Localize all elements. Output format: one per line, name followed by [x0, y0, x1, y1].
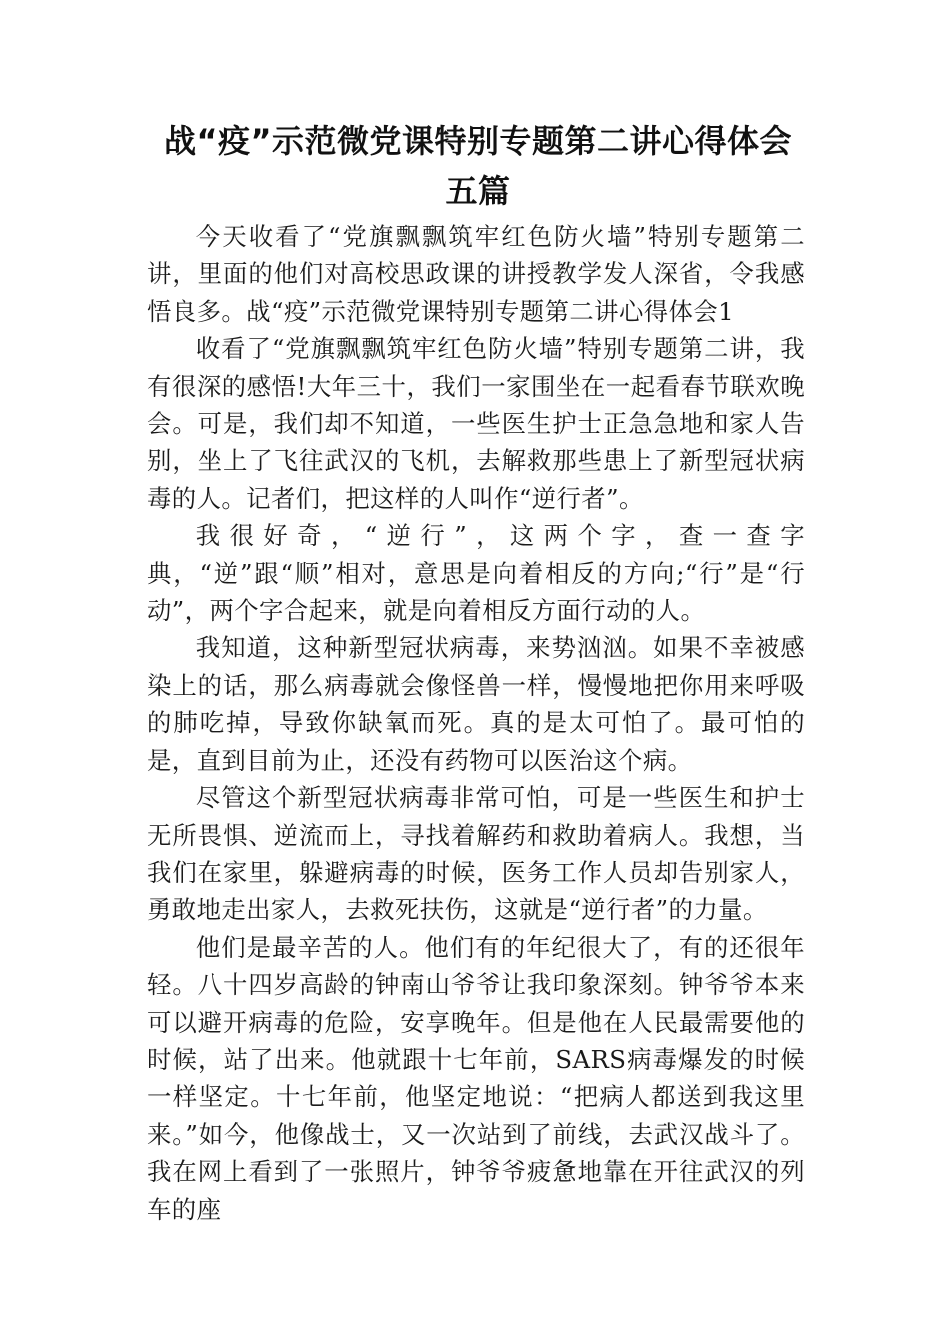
document-title: 战“疫”示范微党课特别专题第二讲心得体会五篇 [163, 122, 793, 210]
paragraph-3: 我很好奇，“逆行”，这两个字，查一查字典，“逆”跟“顺”相对，意思是向着相反的方向;“行”是“行动”，两个字合起来，就是向着相反方面行动的人。 [147, 521, 805, 626]
document-body [147, 218, 805, 1228]
paragraph-4: 我知道，这种新型冠状病毒，来势汹汹。如果不幸被感染上的话，那么病毒就会像怪兽一样，慢慢地把你用来呼吸的肺吃掉，导致你缺氧而死。真的是太可怕了。最可怕的是，直到目前为止，还没有药物可以医治这个病。 [147, 633, 805, 775]
paragraph-5: 尽管这个新型冠状病毒非常可怕，可是一些医生和护士无所畏惧、逆流而上，寻找着解药和救助着病人。我想，当我们在家里，躲避病毒的时候，医务工作人员却告别家人，勇敢地走出家人，去救死扶伤，这就是“逆行者”的力量。 [147, 783, 805, 925]
paragraph-6: 他们是最辛苦的人。他们有的年纪很大了，有的还很年轻。八十四岁高龄的钟南山爷爷让我印象深刻。钟爷爷本来可以避开病毒的危险，安享晚年。但是他在人民最需要他的时候，站了出来。他就跟十七年前，SARS病毒爆发的时候一样坚定。十七年前，他坚定地说：“把病人都送到我这里来。”如今，他像战士，又一次站到了前线，去武汉战斗了。我在网上看到了一张照片，钟爷爷疲惫地靠在开往武汉的列车的座 [147, 932, 805, 1224]
paragraph-2: 收看了“党旗飘飘筑牢红色防火墙”特别专题第二讲，我有很深的感悟!大年三十，我们一家围坐在一起看春节联欢晚会。可是，我们却不知道，一些医生护士正急急地和家人告别，坐上了飞往武汉的飞机，去解救那些患上了新型冠状病毒的人。记者们，把这样的人叫作“逆行者”。 [147, 334, 805, 513]
paragraph-1: 今天收看了“党旗飘飘筑牢红色防火墙”特别专题第二讲，里面的他们对高校思政课的讲授教学发人深省，令我感悟良多。战“疫”示范微党课特别专题第二讲心得体会1 [147, 222, 805, 326]
